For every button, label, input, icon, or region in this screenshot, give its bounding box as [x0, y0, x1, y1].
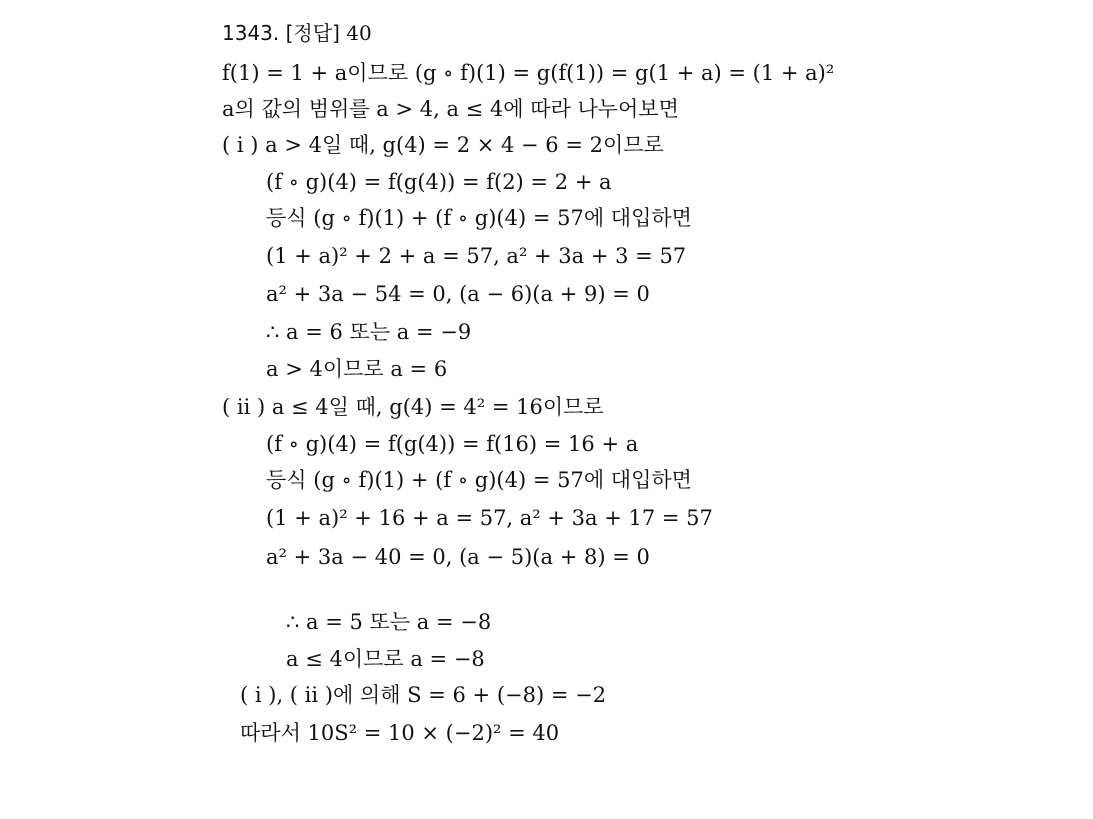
answer-value: 40 — [346, 21, 372, 45]
solution-line: 등식 (g ∘ f)(1) + (f ∘ g)(4) = 57에 대입하면 — [266, 468, 692, 492]
problem-header — [222, 19, 372, 47]
solution-line: (1 + a)² + 16 + a = 57, a² + 3a + 17 = 57 — [266, 506, 713, 530]
solution-line: f(1) = 1 + a이므로 (g ∘ f)(1) = g(f(1)) = g(1 + a) = (1 + a)² — [222, 61, 835, 85]
final-answer-line: 따라서 10S² = 10 × (−2)² = 40 — [240, 721, 560, 745]
problem-number: 1343. — [222, 21, 280, 45]
case-heading: ( i ) a > 4일 때, g(4) = 2 × 4 − 6 = 2이므로 — [222, 133, 664, 157]
conclusion-line: ( i ), ( ii )에 의해 S = 6 + (−8) = −2 — [240, 683, 607, 707]
answer-label: [정답] — [285, 21, 340, 45]
solution-line: (f ∘ g)(4) = f(g(4)) = f(16) = 16 + a — [266, 432, 639, 456]
solution-line: (1 + a)² + 2 + a = 57, a² + 3a + 3 = 57 — [266, 244, 687, 268]
solution-line: 등식 (g ∘ f)(1) + (f ∘ g)(4) = 57에 대입하면 — [266, 206, 692, 230]
solution-line: ∴ a = 6 또는 a = −9 — [266, 320, 472, 344]
solution-line: a² + 3a − 40 = 0, (a − 5)(a + 8) = 0 — [266, 545, 650, 569]
solution-line: a > 4이므로 a = 6 — [266, 357, 448, 381]
solution-line: a의 값의 범위를 a > 4, a ≤ 4에 따라 나누어보면 — [222, 97, 679, 121]
solution-line: ∴ a = 5 또는 a = −8 — [286, 610, 492, 634]
solution-line: a ≤ 4이므로 a = −8 — [286, 647, 485, 671]
solution-line: a² + 3a − 54 = 0, (a − 6)(a + 9) = 0 — [266, 282, 650, 306]
case-heading: ( ii ) a ≤ 4일 때, g(4) = 4² = 16이므로 — [222, 395, 604, 419]
solution-line: (f ∘ g)(4) = f(g(4)) = f(2) = 2 + a — [266, 170, 612, 194]
